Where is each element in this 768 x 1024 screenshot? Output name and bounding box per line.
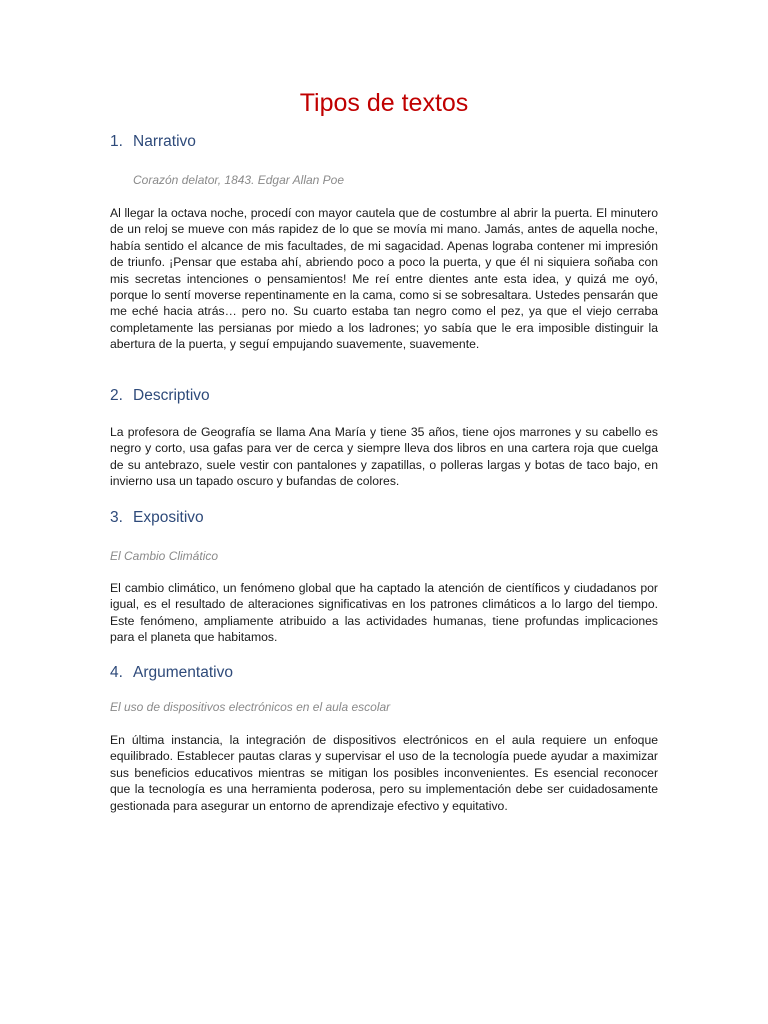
section-title: Argumentativo [133, 664, 233, 681]
document-title: Tipos de textos [299, 89, 469, 117]
section-body-expositivo: El cambio climático, un fenómeno global que ha captado la atención de científicos y ciudadanos por igual, es el resultado de alteraciones significativas en los patrones climáticos a lo largo del tiempo. Este fenómeno, ampliamente atribuido a las actividades humanas, tiene profundas implicaciones para el planeta que habitamos. [110, 581, 658, 645]
section-number: 4. [110, 664, 123, 681]
section-title: Narrativo [133, 133, 196, 150]
section-title: Expositivo [133, 509, 204, 526]
section-body-narrativo: Al llegar la octava noche, procedí con mayor cautela que de costumbre al abrir la puerta. El minutero de un reloj se mueve con más rapidez de lo que se movía mi mano. Jamás, antes de aquella noche, había sentido el alcance de mis facultades, de mi sagacidad. Apenas lograba contener mi impresión de triunfo. ¡Pensar que estaba ahí, abriendo poco a poco la puerta, y que él ni siquiera soñaba con mis secretas intenciones o pensamientos! Me reí entre dientes ante esta idea, y quizá me oyó, porque lo sentí moverse repentinamente en la cama, como si se sobresaltara. Ustedes pensarán que me eché hacia atrás… pero no. Su cuarto estaba tan negro como el pez, ya que el viejo cerraba completamente las persianas por miedo a los ladrones; yo sabía que le era imposible distinguir la abertura de la puerta, y seguí empujando suavemente, suavemente. [110, 206, 658, 352]
section-number: 3. [110, 509, 123, 526]
section-heading-descriptivo [110, 385, 210, 407]
section-body-argumentativo: En última instancia, la integración de dispositivos electrónicos en el aula requiere un enfoque equilibrado. Establecer pautas claras y supervisar el uso de la tecnología puede ayudar a maximizar sus beneficios educativos mientras se mitigan los posibles inconvenientes. Es esencial reconocer que la tecnología es una herramienta poderosa, pero su implementación debe ser cuidadosamente gestionada para asegurar un entorno de aprendizaje efectivo y equitativo. [110, 733, 658, 813]
section-heading-narrativo [110, 131, 196, 153]
section-number: 2. [110, 387, 123, 404]
section-heading-expositivo [110, 507, 204, 529]
section-body-descriptivo: La profesora de Geografía se llama Ana María y tiene 35 años, tiene ojos marrones y su cabello es negro y corto, usa gafas para ver de cerca y siempre lleva dos libros en una cartera roja que cuelga de su antebrazo, suele vestir con pantalones y zapatillas, o polleras largas y botas de taco bajo, en invierno usa un tapado oscuro y bufandas de colores. [110, 425, 658, 489]
section-subtitle-argumentativo: El uso de dispositivos electrónicos en el aula escolar [110, 700, 391, 714]
section-subtitle-narrativo: Corazón delator, 1843. Edgar Allan Poe [133, 173, 345, 187]
section-subtitle-expositivo: El Cambio Climático [110, 549, 219, 563]
section-heading-argumentativo [110, 662, 233, 684]
section-title: Descriptivo [133, 387, 210, 404]
section-number: 1. [110, 133, 123, 150]
